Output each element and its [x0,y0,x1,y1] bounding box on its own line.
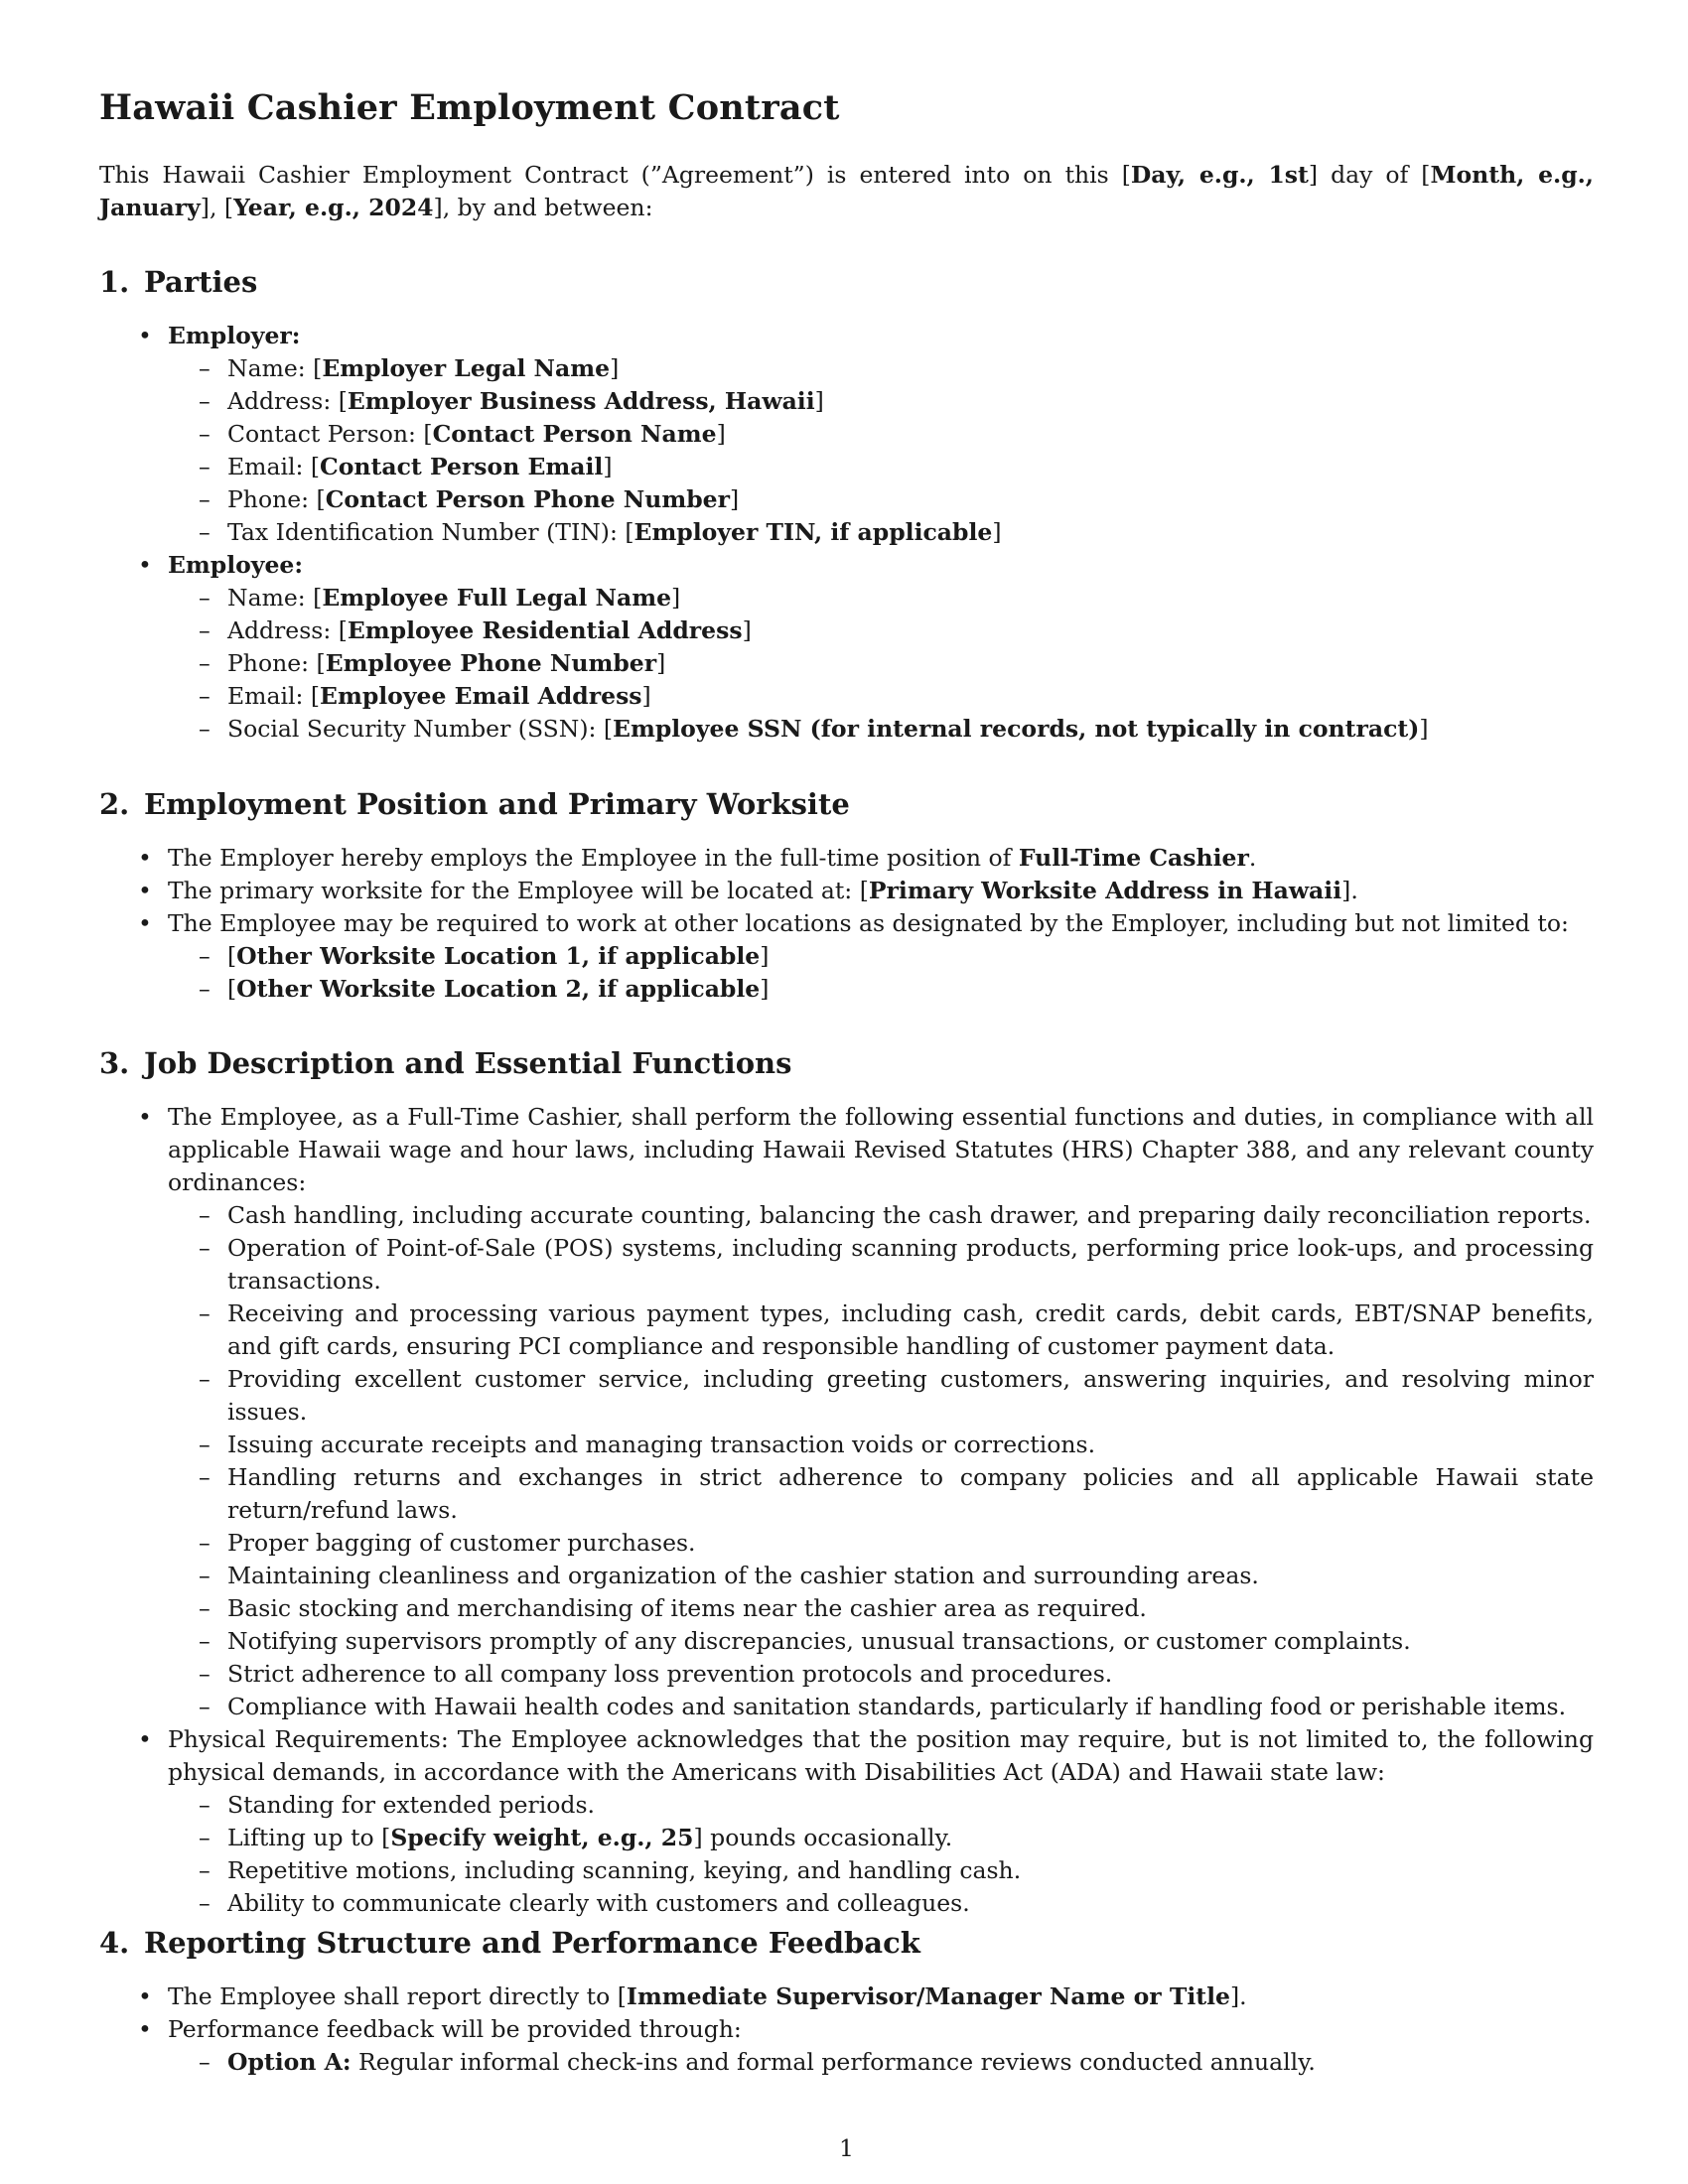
list-item: – Compliance with Hawaii health codes and sanitation standards, particularly if handling food or perishable items. [167,1691,1594,1723]
list-item: – Social Security Number (SSN): [Employee SSN (for internal records, not typically in contract)] [167,713,1594,746]
list-item: – Contact Person: [Contact Person Name] [167,418,1594,451]
list-item: • The Employer hereby employs the Employee in the full-time position of Full-Time Cashier. [99,842,1594,875]
list-item: – Providing excellent customer service, including greeting customers, answering inquiries, and resolving minor issues. [167,1363,1594,1429]
list-item: – Address: [Employee Residential Address] [167,614,1594,647]
section-reporting [99,1925,1594,2079]
employee-details [168,582,1594,746]
list-item: – Email: [Employee Email Address] [167,680,1594,713]
list-item: – Strict adherence to all company loss prevention protocols and procedures. [167,1658,1594,1691]
list-item: – Maintaining cleanliness and organization of the cashier station and surrounding areas. [167,1560,1594,1592]
list-item: – Notifying supervisors promptly of any discrepancies, unusual transactions, or customer complaints. [167,1625,1594,1658]
section-position-worksite [99,786,1594,1006]
section-job-description [99,1045,1594,1920]
list-item: – Tax Identification Number (TIN): [Employer TIN, if applicable] [167,516,1594,549]
employee-label: Employee: [168,551,304,579]
section-heading: 2. Employment Position and Primary Worksite [99,787,850,821]
list-item: – Standing for extended periods. [167,1789,1594,1822]
parties-list [99,320,1594,746]
list-item: – [Other Worksite Location 1, if applicable] [167,940,1594,973]
list-item: – Cash handling, including accurate counting, balancing the cash drawer, and preparing daily reconciliation reports. [167,1199,1594,1232]
list-item: – Email: [Contact Person Email] [167,451,1594,483]
list-item: • The Employee, as a Full-Time Cashier, shall perform the following essential functions and duties, in compliance with all applicable Hawaii wage and hour laws, including Hawaii Revised Statutes (HRS) Chapter 388, and any relevant county ordinances: – Cash handling, including accurate counting, balancing the cash drawer, and preparing daily reconciliation reports. – Operation of Point-of-Sale (POS) systems, including scanning products, performing price look-ups, and processing transactions. – Receiving and processing various payment types, including cash, credit cards, debit cards, EBT/SNAP benefits, and gift cards, ensuring PCI compliance and responsible handling of customer payment data. – Providing excellent customer service, including greeting customers, answering inquiries, and resolving minor issues. – Issuing accurate receipts and managing transaction voids or corrections. – Handling returns and exchanges in strict adherence to company policies and all applicable Hawaii state return/refund laws. – Proper bagging of customer purchases. – Maintaining cleanliness and organization of the cashier station and surrounding areas. – Basic stocking and merchandising of items near the cashier area as required. – Notifying supervisors promptly of any discrepancies, unusual transactions, or customer complaints. – Strict adherence to all company loss prevention protocols and procedures. – Compliance with Hawaii health codes and sanitation standards, particularly if handling food or perishable items. [99,1101,1594,1723]
list-item: – Proper bagging of customer purchases. [167,1527,1594,1560]
list-item: – [Other Worksite Location 2, if applicable] [167,973,1594,1006]
list-item: – Phone: [Contact Person Phone Number] [167,483,1594,516]
employer-details [168,352,1594,549]
list-item: – Name: [Employee Full Legal Name] [167,582,1594,614]
list-item: • The Employee shall report directly to [Immediate Supervisor/Manager Name or Title]. [99,1980,1594,2013]
section-heading: 4. Reporting Structure and Performance Feedback [99,1926,920,1960]
document-title: Hawaii Cashier Employment Contract [99,87,840,128]
placeholder-year: Year, e.g., 2024 [233,194,434,221]
section-heading: 3. Job Description and Essential Functions [99,1046,792,1080]
list-item: – Name: [Employer Legal Name] [167,352,1594,385]
section-heading: 1. Parties [99,265,258,299]
page-number: 1 [839,2134,854,2162]
list-item [99,320,1594,549]
employer-label: Employer: [168,322,301,349]
list-item: – Issuing accurate receipts and managing transaction voids or corrections. [167,1429,1594,1461]
duties-list [168,1199,1594,1723]
list-item: – Handling returns and exchanges in strict adherence to company policies and all applicable Hawaii state return/refund laws. [167,1461,1594,1527]
section-parties [99,264,1594,746]
list-item: – Basic stocking and merchandising of items near the cashier area as required. [167,1592,1594,1625]
list-item: • The Employee may be required to work at other locations as designated by the Employer, including but not limited to: – [Other Worksite Location 1, if applicable] – [Other Worksite Location 2, if applicable] [99,907,1594,1006]
list-item [99,549,1594,746]
placeholder-day: Day, e.g., 1st [1130,161,1309,189]
list-item: – Operation of Point-of-Sale (POS) systems, including scanning products, performing price look-ups, and processing transactions. [167,1232,1594,1297]
list-item: – Receiving and processing various payment types, including cash, credit cards, debit cards, EBT/SNAP benefits, and gift cards, ensuring PCI compliance and responsible handling of customer payment data. [167,1297,1594,1363]
list-item: – Address: [Employer Business Address, Hawaii] [167,385,1594,418]
placeholder-month: Month, e.g., January [99,161,1594,221]
list-item: • Performance feedback will be provided through: – Option A: Regular informal check-ins and formal performance reviews conducted annually. [99,2013,1594,2079]
list-item: • Physical Requirements: The Employee acknowledges that the position may require, but is not limited to, the following physical demands, in accordance with the Americans with Disabilities Act (ADA) and Hawaii state law: – Standing for extended periods. – Lifting up to [Specify weight, e.g., 25] pounds occasionally. – Repetitive motions, including scanning, keying, and handling cash. – Ability to communicate clearly with customers and colleagues. [99,1723,1594,1920]
contract-page [99,0,1594,2184]
list-item: – Repetitive motions, including scanning, keying, and handling cash. [167,1854,1594,1887]
list-item: – Ability to communicate clearly with customers and colleagues. [167,1887,1594,1920]
intro-paragraph: This Hawaii Cashier Employment Contract (”Agreement”) is entered into on this [Day, e.g., 1st] day of [Month, e.g., January], [Year, e.g., 2024], by and between: [99,161,1594,221]
list-item: – Lifting up to [Specify weight, e.g., 25] pounds occasionally. [167,1822,1594,1854]
list-item: – Phone: [Employee Phone Number] [167,647,1594,680]
physical-requirements-list [168,1789,1594,1920]
list-item: – Option A: Regular informal check-ins and formal performance reviews conducted annually. [167,2046,1594,2079]
list-item: • The primary worksite for the Employee will be located at: [Primary Worksite Address in Hawaii]. [99,875,1594,907]
